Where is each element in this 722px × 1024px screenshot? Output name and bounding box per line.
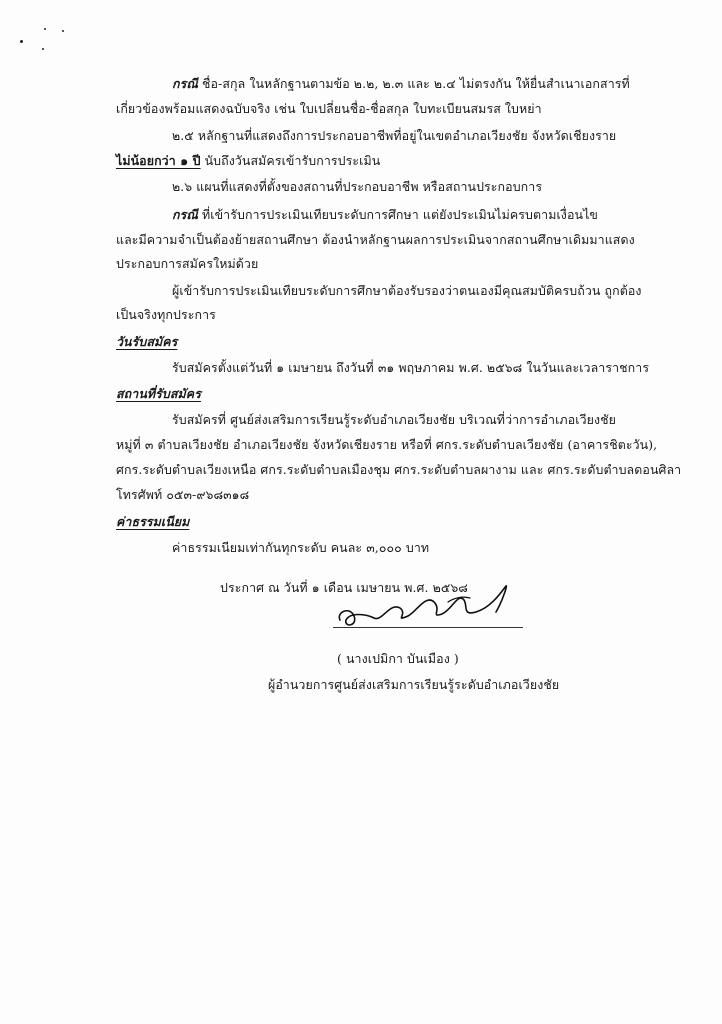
heading-fee: ค่าธรรมเนียม xyxy=(116,514,190,529)
para-name-mismatch-line-1 xyxy=(172,76,630,92)
signer-name: ( นางเปมิกา บันเมือง ) xyxy=(337,651,459,666)
signature-line xyxy=(333,627,523,628)
place-line-3: ศกร.ระดับตำบลเวียงเหนือ ศกร.ระดับตำบลเมืองชุม ศกร.ระดับตำบลผางาม และ ศกร.ระดับตำบลดอนศิลา xyxy=(116,462,682,477)
min-duration-text: ไม่น้อยกว่า ๑ ปี xyxy=(116,153,201,168)
item-2-5-rest: นับถึงวันสมัครเข้ารับการประเมิน xyxy=(200,153,381,168)
case-label: กรณี xyxy=(172,76,198,91)
signature-image xyxy=(330,572,530,632)
para-text: ชื่อ-สกุล ในหลักฐานตามข้อ ๒.๒, ๒.๓ และ ๒.๔ ไม่ตรงกัน ให้ยื่นสำเนาเอกสารที่ xyxy=(197,76,630,91)
item-2-5-line-2 xyxy=(116,153,380,169)
para-transfer-line-2: และมีความจำเป็นต้องย้ายสถานศึกษา ต้องนำหลักฐานผลการประเมินจากสถานศึกษาเดิมมาแสดง xyxy=(116,232,635,247)
heading-application-place: สถานที่รับสมัคร xyxy=(116,386,201,401)
para-name-mismatch-line-2: เกี่ยวข้องพร้อมแสดงฉบับจริง เช่น ใบเปลี่ยนชื่อ-ชื่อสกุล ใบทะเบียนสมรส ใบหย่า xyxy=(116,101,542,116)
signer-title: ผู้อำนวยการศูนย์ส่งเสริมการเรียนรู้ระดับอำเภอเวียงชัย xyxy=(268,677,560,692)
place-phone: โทรศัพท์ ๐๕๓-๙๖๘๓๑๘ xyxy=(116,487,250,502)
para-certify-line-1: ผู้เข้ารับการประเมินเทียบระดับการศึกษาต้องรับรองว่าตนเองมีคุณสมบัติครบถ้วน ถูกต้อง xyxy=(172,283,642,298)
case-label: กรณี xyxy=(172,207,198,222)
item-2-6: ๒.๖ แผนที่แสดงที่ตั้งของสถานที่ประกอบอาชีพ หรือสถานประกอบการ xyxy=(172,179,543,194)
heading-application-date: วันรับสมัคร xyxy=(116,334,178,349)
fee-text: ค่าธรรมเนียมเท่ากันทุกระดับ คนละ ๓,๐๐๐ บาท xyxy=(172,540,430,555)
place-line-2: หมู่ที่ ๓ ตำบลเวียงชัย อำเภอเวียงชัย จังหวัดเชียงราย หรือที่ ศกร.ระดับตำบลเวียงชัย (อาคารชิตะวัน), xyxy=(116,437,658,452)
para-text: ที่เข้ารับการประเมินเทียบระดับการศึกษา แต่ยังประเมินไม่ครบตามเงื่อนไข xyxy=(197,207,598,222)
para-transfer-line-3: ประกอบการสมัครใหม่ด้วย xyxy=(116,256,259,271)
application-date-text: รับสมัครตั้งแต่วันที่ ๑ เมษายน ถึงวันที่ ๓๑ พฤษภาคม พ.ศ. ๒๕๖๘ ในวันและเวลาราชการ xyxy=(172,360,650,375)
place-line-1: รับสมัครที่ ศูนย์ส่งเสริมการเรียนรู้ระดับอำเภอเวียงชัย บริเวณที่ว่าการอำเภอเวียงชัย xyxy=(172,412,617,427)
para-certify-line-2: เป็นจริงทุกประการ xyxy=(116,307,216,322)
para-transfer-line-1 xyxy=(172,207,598,223)
item-2-5-line-1: ๒.๕ หลักฐานที่แสดงถึงการประกอบอาชีพที่อยู่ในเขตอำเภอเวียงชัย จังหวัดเชียงราย xyxy=(172,128,617,143)
announcement-date: ประกาศ ณ วันที่ ๑ เดือน เมษายน พ.ศ. ๒๕๖๘ xyxy=(220,580,468,595)
